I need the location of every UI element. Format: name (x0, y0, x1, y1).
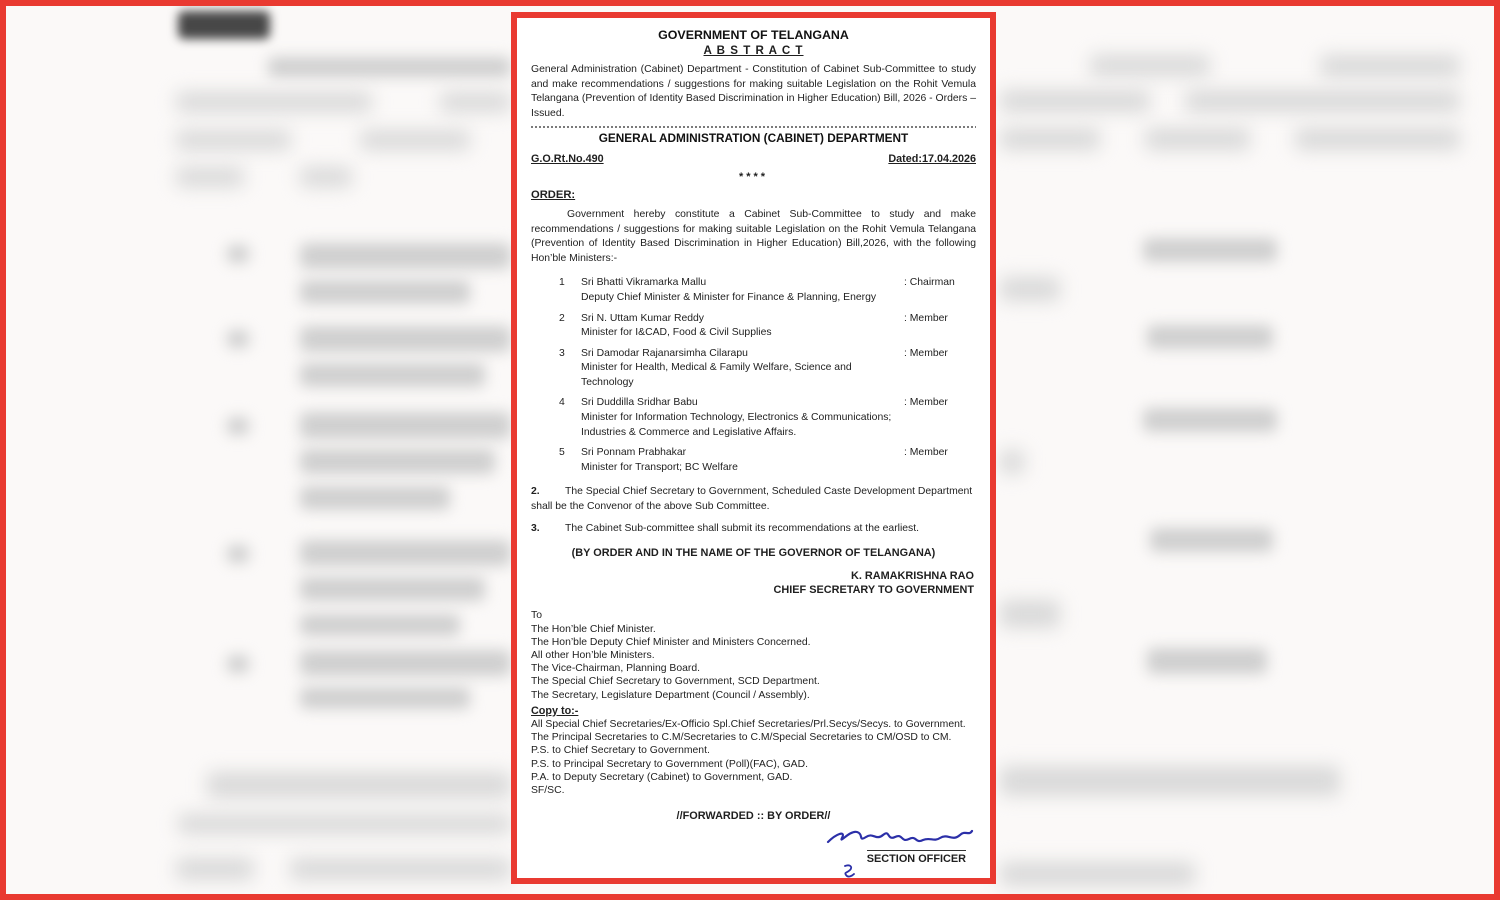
blurred-role-word (1147, 325, 1273, 349)
blurred-text-line (300, 363, 485, 387)
ministers-list (531, 276, 976, 475)
minister-row (531, 347, 976, 391)
paragraph-2 (531, 485, 976, 514)
minister-role: : Chairman (904, 277, 955, 289)
go-number: G.O.Rt.No.490 (531, 153, 604, 166)
forwarded-line: //FORWARDED :: BY ORDER// (676, 810, 831, 823)
blurred-text-line (1000, 862, 1195, 886)
copy-to-line: SF/SC. (531, 785, 565, 797)
paragraph-3 (531, 522, 976, 537)
blurred-text-line (300, 614, 460, 636)
blurred-text-line (300, 326, 511, 352)
order-paragraph: Government hereby constitute a Cabinet Sub-Committee to study and make recommendations / suggestions for making suitable Legislation on the Rohit Vemula Telangana (Prevention of Identity Based Discrimination in Higher Education) Bill,2026, with the following Hon’ble Ministers:- (531, 208, 976, 264)
minister-number: 2 (559, 312, 565, 324)
signatory-name: K. RAMAKRISHNA RAO (850, 569, 974, 582)
blurred-list-number (227, 655, 249, 673)
by-order-line: (BY ORDER AND IN THE NAME OF THE GOVERNOR OF TELANGANA) (571, 547, 936, 560)
blurred-list-number (227, 245, 249, 263)
signature-scribble (824, 820, 974, 850)
blurred-text-line (1000, 277, 1060, 301)
blurred-text-line (360, 130, 470, 150)
blurred-role-word (1143, 238, 1277, 262)
minister-name: Sri N. Uttam Kumar Reddy (581, 312, 704, 324)
signature-block (531, 818, 976, 878)
minister-row (531, 396, 976, 440)
blurred-role-word (1150, 528, 1273, 552)
blurred-text-line (1000, 450, 1024, 474)
blurred-text-line (1295, 128, 1460, 150)
minister-row (531, 276, 976, 305)
blurred-text-line (300, 280, 470, 304)
blurred-text-line (1000, 90, 1150, 112)
signature-initial-mark (840, 862, 858, 880)
to-line: The Special Chief Secretary to Government, SCD Department. (531, 676, 820, 688)
blurred-list-number (227, 417, 249, 435)
to-line: The Hon’ble Deputy Chief Minister and Ministers Concerned. (531, 636, 811, 648)
abstract-heading: A B S T R A C T (703, 43, 804, 57)
stars-separator: **** (738, 170, 769, 183)
blurred-role-word (1147, 648, 1267, 674)
blurred-text-line (176, 130, 291, 150)
to-block (531, 609, 976, 701)
blurred-text-line (440, 92, 511, 112)
minister-number: 3 (559, 347, 565, 359)
go-date: Dated:17.04.2026 (888, 153, 976, 166)
blurred-text-line (268, 57, 511, 77)
copy-to-line: P.A. to Deputy Secretary (Cabinet) to Government, GAD. (531, 771, 793, 783)
blurred-text-line (300, 650, 511, 676)
blurred-text-line (1000, 128, 1100, 150)
blurred-text-line (300, 243, 511, 269)
dotted-separator (531, 125, 976, 128)
blurred-text-line (300, 449, 495, 474)
blurred-heading-block (178, 11, 270, 39)
minister-number: 4 (559, 397, 565, 409)
blurred-list-number (227, 545, 249, 563)
copy-to-label: Copy to:- (531, 704, 579, 717)
minister-name: Sri Damodar Rajanarsimha Cilarapu (581, 347, 748, 359)
blurred-text-line (1000, 766, 1340, 796)
blurred-text-line (1185, 90, 1460, 112)
minister-designation: Deputy Chief Minister & Minister for Finance & Planning, Energy (581, 291, 877, 303)
minister-designation: Minister for I&CAD, Food & Civil Supplies (581, 327, 772, 339)
minister-name: Sri Duddilla Sridhar Babu (581, 397, 698, 409)
to-line: The Hon’ble Chief Minister. (531, 623, 656, 635)
blurred-text-line (207, 772, 511, 798)
order-heading: ORDER: (531, 189, 576, 202)
paragraph-text: The Cabinet Sub-committee shall submit its recommendations at the earliest. (565, 522, 920, 534)
department-heading: GENERAL ADMINISTRATION (CABINET) DEPARTMENT (598, 130, 909, 145)
blurred-list-number (227, 330, 249, 348)
blurred-role-word (1143, 408, 1277, 432)
blurred-text-line (300, 687, 470, 709)
blurred-text-line (300, 540, 511, 566)
minister-role: : Member (904, 347, 948, 359)
blurred-text-line (1145, 128, 1250, 150)
blurred-text-line (1320, 55, 1460, 77)
blurred-text-line (176, 92, 372, 112)
signatory-title: CHIEF SECRETARY TO GOVERNMENT (773, 583, 974, 596)
copy-to-line: P.S. to Chief Secretary to Government. (531, 745, 710, 757)
to-line: The Vice-Chairman, Planning Board. (531, 663, 701, 675)
blurred-text-line (1000, 600, 1060, 628)
blurred-text-line (300, 167, 352, 187)
minister-name: Sri Bhatti Vikramarka Mallu (581, 277, 707, 289)
blurred-text-line (176, 167, 244, 187)
to-line: The Secretary, Legislature Department (Council / Assembly). (531, 689, 810, 701)
minister-role: : Member (904, 397, 948, 409)
signatory-block (531, 570, 974, 598)
paragraph-text: The Special Chief Secretary to Government, Scheduled Caste Development Department shall be the Convenor of the above Sub Committee. (531, 486, 973, 513)
abstract-paragraph: General Administration (Cabinet) Department - Constitution of Cabinet Sub-Committee to study and make recommendations / suggestions for making suitable Legislation on the Rohit Vemula Telangana (Prevention of Identity Based Discrimination in Higher Education) Bill, 2026 - Orders – Issued. (531, 64, 976, 119)
blurred-text-line (290, 858, 511, 880)
paragraph-number: 2. (531, 486, 540, 498)
section-officer-label: SECTION OFFICER (867, 850, 966, 867)
copy-to-line: P.S. to Principal Secretary to Government (Poll)(FAC), GAD. (531, 758, 808, 770)
blurred-text-line (178, 814, 511, 834)
government-order-document (511, 12, 996, 884)
minister-designation: Minister for Health, Medical & Family Welfare, Science and Technology (581, 362, 852, 388)
minister-designation: Minister for Information Technology, Electronics & Communications; Industries & Commerce and Legislative Affairs. (581, 412, 892, 438)
copy-to-line: The Principal Secretaries to C.M/Secretaries to C.M/Special Secretaries to CM/OSD to CM. (531, 732, 952, 744)
blurred-text-line (300, 412, 511, 439)
to-label: To (531, 610, 542, 622)
blurred-text-line (300, 577, 485, 601)
minister-number: 5 (559, 447, 565, 459)
minister-name: Sri Ponnam Prabhakar (581, 447, 687, 459)
go-number-row (531, 152, 976, 167)
minister-role: : Member (904, 312, 948, 324)
document-title: GOVERNMENT OF TELANGANA (658, 28, 849, 42)
minister-designation: Minister for Transport; BC Welfare (581, 461, 738, 473)
minister-role: : Member (904, 447, 948, 459)
paragraph-number: 3. (531, 522, 540, 534)
to-line: All other Hon’ble Ministers. (531, 650, 655, 662)
minister-row (531, 312, 976, 341)
copy-to-block (531, 705, 976, 797)
blurred-text-line (1090, 55, 1210, 76)
minister-row (531, 446, 976, 475)
blurred-text-line (300, 486, 450, 510)
copy-to-line: All Special Chief Secretaries/Ex-Officio Spl.Chief Secretaries/Prl.Secys/Secys. to Government. (531, 719, 966, 731)
blurred-text-line (176, 858, 254, 880)
minister-number: 1 (559, 277, 565, 289)
